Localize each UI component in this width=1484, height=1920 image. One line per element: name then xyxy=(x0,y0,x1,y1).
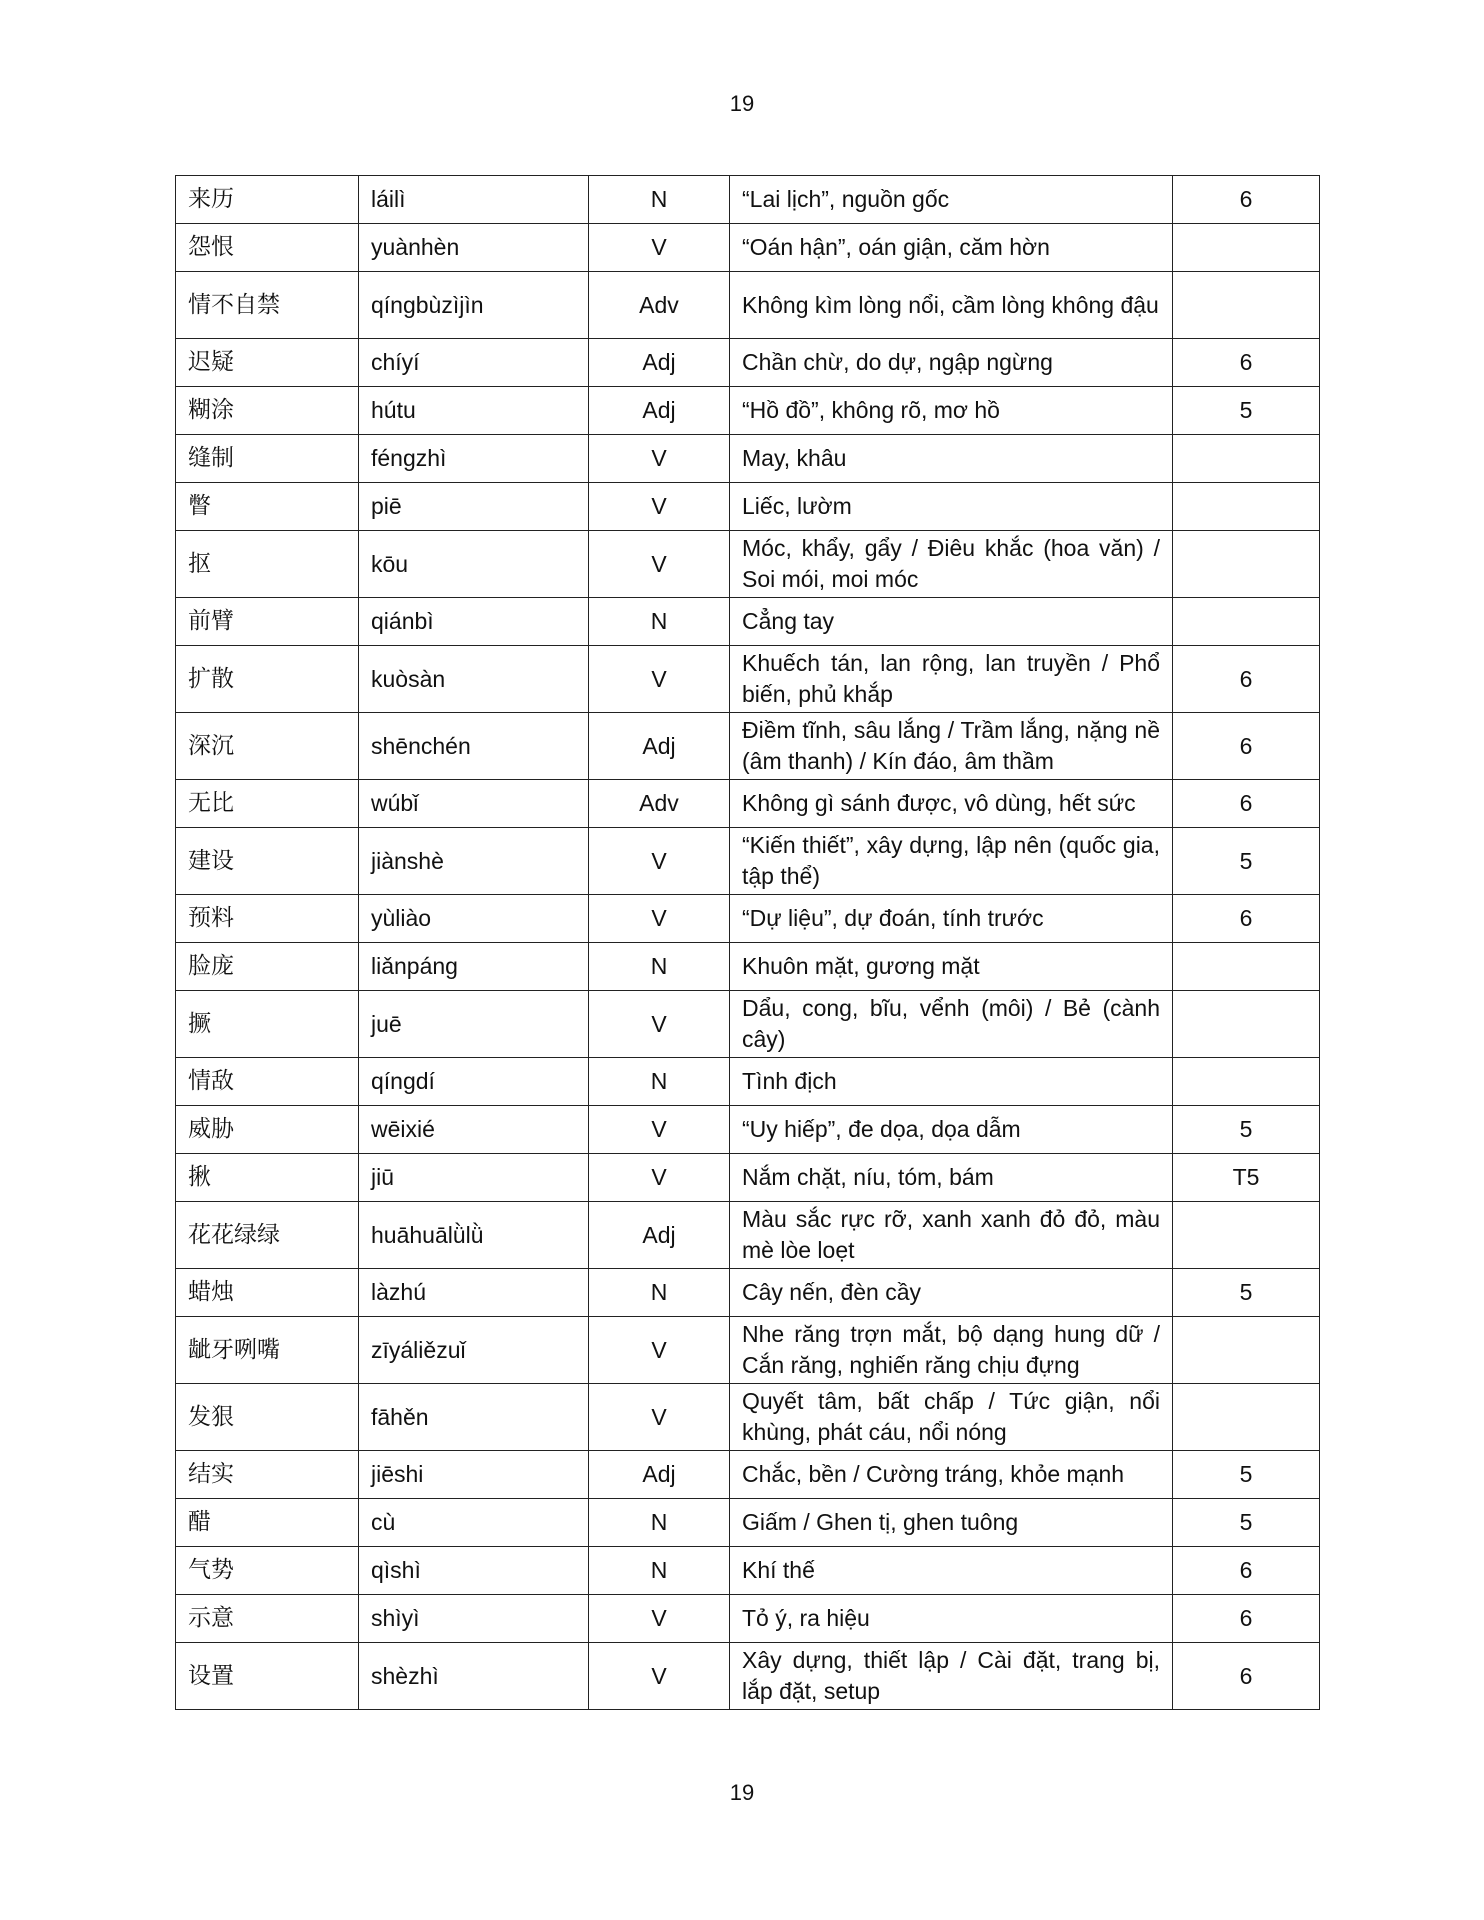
word-meaning: Khuôn mặt, gương mặt xyxy=(730,943,1173,991)
word-hanzi: 结实 xyxy=(176,1451,359,1499)
word-hsk-level xyxy=(1173,991,1320,1058)
word-part-of-speech: Adj xyxy=(589,339,730,387)
word-meaning: May, khâu xyxy=(730,435,1173,483)
word-hanzi: 情敌 xyxy=(176,1058,359,1106)
word-pinyin: shèzhì xyxy=(359,1643,589,1710)
word-hsk-level xyxy=(1173,598,1320,646)
table-row xyxy=(176,483,1320,531)
word-meaning: Giấm / Ghen tị, ghen tuông xyxy=(730,1499,1173,1547)
table-row xyxy=(176,895,1320,943)
word-hsk-level xyxy=(1173,224,1320,272)
word-hanzi: 揪 xyxy=(176,1154,359,1202)
word-hanzi: 气势 xyxy=(176,1547,359,1595)
word-meaning: Nhe răng trợn mắt, bộ dạng hung dữ / Cắn răng, nghiến răng chịu đựng xyxy=(730,1317,1173,1384)
table-row xyxy=(176,713,1320,780)
word-hsk-level: 5 xyxy=(1173,1451,1320,1499)
word-hsk-level xyxy=(1173,1058,1320,1106)
table-row xyxy=(176,828,1320,895)
word-pinyin: féngzhì xyxy=(359,435,589,483)
word-pinyin: qíngbùzìjìn xyxy=(359,272,589,339)
word-part-of-speech: N xyxy=(589,176,730,224)
table-row xyxy=(176,991,1320,1058)
word-hanzi: 怨恨 xyxy=(176,224,359,272)
word-hsk-level: 6 xyxy=(1173,780,1320,828)
vocabulary-table-body xyxy=(176,176,1320,1710)
word-part-of-speech: V xyxy=(589,1154,730,1202)
word-pinyin: jiànshè xyxy=(359,828,589,895)
word-pinyin: fāhěn xyxy=(359,1384,589,1451)
word-part-of-speech: V xyxy=(589,991,730,1058)
word-pinyin: qíngdí xyxy=(359,1058,589,1106)
word-meaning: Cẳng tay xyxy=(730,598,1173,646)
word-hsk-level xyxy=(1173,435,1320,483)
word-pinyin: shēnchén xyxy=(359,713,589,780)
word-hsk-level: 5 xyxy=(1173,828,1320,895)
word-hanzi: 前臂 xyxy=(176,598,359,646)
word-part-of-speech: N xyxy=(589,1547,730,1595)
word-hsk-level: 6 xyxy=(1173,339,1320,387)
word-part-of-speech: Adv xyxy=(589,272,730,339)
word-hsk-level: 6 xyxy=(1173,1643,1320,1710)
word-hsk-level: 6 xyxy=(1173,895,1320,943)
word-pinyin: qiánbì xyxy=(359,598,589,646)
word-pinyin: jiū xyxy=(359,1154,589,1202)
word-pinyin: làzhú xyxy=(359,1269,589,1317)
word-pinyin: zīyáliězuǐ xyxy=(359,1317,589,1384)
word-meaning: Nắm chặt, níu, tóm, bám xyxy=(730,1154,1173,1202)
word-hanzi: 来历 xyxy=(176,176,359,224)
word-hsk-level: T5 xyxy=(1173,1154,1320,1202)
word-hsk-level xyxy=(1173,272,1320,339)
word-part-of-speech: V xyxy=(589,1595,730,1643)
word-pinyin: jiēshi xyxy=(359,1451,589,1499)
word-hanzi: 蜡烛 xyxy=(176,1269,359,1317)
word-part-of-speech: V xyxy=(589,1106,730,1154)
table-row xyxy=(176,435,1320,483)
word-meaning: Không gì sánh được, vô dùng, hết sức xyxy=(730,780,1173,828)
table-row xyxy=(176,272,1320,339)
table-row xyxy=(176,1384,1320,1451)
word-part-of-speech: Adj xyxy=(589,1202,730,1269)
word-part-of-speech: Adj xyxy=(589,387,730,435)
word-meaning: Tỏ ý, ra hiệu xyxy=(730,1595,1173,1643)
vocabulary-table xyxy=(175,175,1320,1710)
table-row xyxy=(176,1106,1320,1154)
word-pinyin: chíyí xyxy=(359,339,589,387)
word-pinyin: kuòsàn xyxy=(359,646,589,713)
word-pinyin: juē xyxy=(359,991,589,1058)
word-part-of-speech: N xyxy=(589,1269,730,1317)
table-row xyxy=(176,1451,1320,1499)
table-row xyxy=(176,1202,1320,1269)
word-hanzi: 抠 xyxy=(176,531,359,598)
table-row xyxy=(176,1595,1320,1643)
word-meaning: Không kìm lòng nổi, cầm lòng không đậu xyxy=(730,272,1173,339)
word-pinyin: wúbǐ xyxy=(359,780,589,828)
word-part-of-speech: Adv xyxy=(589,780,730,828)
page-number-bottom: 19 xyxy=(729,1780,755,1805)
word-hsk-level: 6 xyxy=(1173,1595,1320,1643)
word-hsk-level xyxy=(1173,531,1320,598)
word-pinyin: huāhuālǜlǜ xyxy=(359,1202,589,1269)
word-meaning: “Uy hiếp”, đe dọa, dọa dẫm xyxy=(730,1106,1173,1154)
word-part-of-speech: N xyxy=(589,1499,730,1547)
word-hanzi: 示意 xyxy=(176,1595,359,1643)
word-meaning: Tình địch xyxy=(730,1058,1173,1106)
word-pinyin: kōu xyxy=(359,531,589,598)
word-meaning: “Hồ đồ”, không rõ, mơ hồ xyxy=(730,387,1173,435)
word-meaning: Dẩu, cong, bĩu, vểnh (môi) / Bẻ (cành cây) xyxy=(730,991,1173,1058)
table-row xyxy=(176,387,1320,435)
word-part-of-speech: N xyxy=(589,943,730,991)
word-hsk-level: 5 xyxy=(1173,1269,1320,1317)
word-hanzi: 缝制 xyxy=(176,435,359,483)
table-row xyxy=(176,943,1320,991)
word-part-of-speech: Adj xyxy=(589,713,730,780)
table-row xyxy=(176,598,1320,646)
table-row xyxy=(176,1154,1320,1202)
word-meaning: Xây dựng, thiết lập / Cài đặt, trang bị, lắp đặt, setup xyxy=(730,1643,1173,1710)
word-pinyin: wēixié xyxy=(359,1106,589,1154)
word-hsk-level: 6 xyxy=(1173,176,1320,224)
word-part-of-speech: N xyxy=(589,1058,730,1106)
table-row xyxy=(176,1547,1320,1595)
table-row xyxy=(176,176,1320,224)
word-meaning: Điềm tĩnh, sâu lắng / Trầm lắng, nặng nề (âm thanh) / Kín đáo, âm thầm xyxy=(730,713,1173,780)
word-hanzi: 预料 xyxy=(176,895,359,943)
word-meaning: Chần chừ, do dự, ngập ngừng xyxy=(730,339,1173,387)
word-meaning: Khí thế xyxy=(730,1547,1173,1595)
word-hsk-level: 5 xyxy=(1173,387,1320,435)
word-hanzi: 瞥 xyxy=(176,483,359,531)
word-meaning: Móc, khẩy, gẩy / Điêu khắc (hoa văn) / Soi mói, moi móc xyxy=(730,531,1173,598)
word-hsk-level xyxy=(1173,1317,1320,1384)
table-row xyxy=(176,1317,1320,1384)
word-pinyin: piē xyxy=(359,483,589,531)
table-row xyxy=(176,1269,1320,1317)
table-row xyxy=(176,646,1320,713)
word-meaning: Quyết tâm, bất chấp / Tức giận, nổi khùng, phát cáu, nổi nóng xyxy=(730,1384,1173,1451)
word-hanzi: 醋 xyxy=(176,1499,359,1547)
word-pinyin: yùliào xyxy=(359,895,589,943)
table-row xyxy=(176,1499,1320,1547)
word-hanzi: 龇牙咧嘴 xyxy=(176,1317,359,1384)
word-hsk-level: 5 xyxy=(1173,1106,1320,1154)
word-part-of-speech: Adj xyxy=(589,1451,730,1499)
word-hsk-level: 5 xyxy=(1173,1499,1320,1547)
word-pinyin: liǎnpáng xyxy=(359,943,589,991)
word-part-of-speech: V xyxy=(589,895,730,943)
word-meaning: Liếc, lườm xyxy=(730,483,1173,531)
table-row xyxy=(176,1058,1320,1106)
word-part-of-speech: V xyxy=(589,224,730,272)
word-pinyin: shìyì xyxy=(359,1595,589,1643)
word-hanzi: 无比 xyxy=(176,780,359,828)
word-part-of-speech: V xyxy=(589,1384,730,1451)
word-pinyin: láilì xyxy=(359,176,589,224)
word-hsk-level xyxy=(1173,483,1320,531)
word-hsk-level xyxy=(1173,1384,1320,1451)
word-hanzi: 糊涂 xyxy=(176,387,359,435)
word-part-of-speech: V xyxy=(589,531,730,598)
word-hanzi: 设置 xyxy=(176,1643,359,1710)
page-number-top: 19 xyxy=(729,91,755,116)
word-meaning: “Lai lịch”, nguồn gốc xyxy=(730,176,1173,224)
word-hanzi: 扩散 xyxy=(176,646,359,713)
table-row xyxy=(176,1643,1320,1710)
word-hanzi: 撅 xyxy=(176,991,359,1058)
word-hanzi: 威胁 xyxy=(176,1106,359,1154)
word-part-of-speech: N xyxy=(589,598,730,646)
table-row xyxy=(176,780,1320,828)
word-meaning: Chắc, bền / Cường tráng, khỏe mạnh xyxy=(730,1451,1173,1499)
word-hanzi: 建设 xyxy=(176,828,359,895)
word-meaning: “Dự liệu”, dự đoán, tính trước xyxy=(730,895,1173,943)
word-part-of-speech: V xyxy=(589,1317,730,1384)
table-row xyxy=(176,224,1320,272)
word-pinyin: hútu xyxy=(359,387,589,435)
word-hanzi: 花花绿绿 xyxy=(176,1202,359,1269)
word-part-of-speech: V xyxy=(589,483,730,531)
word-hsk-level: 6 xyxy=(1173,1547,1320,1595)
word-pinyin: qìshì xyxy=(359,1547,589,1595)
word-hanzi: 发狠 xyxy=(176,1384,359,1451)
word-hsk-level: 6 xyxy=(1173,713,1320,780)
word-meaning: Khuếch tán, lan rộng, lan truyền / Phổ biến, phủ khắp xyxy=(730,646,1173,713)
word-meaning: Màu sắc rực rỡ, xanh xanh đỏ đỏ, màu mè lòe loẹt xyxy=(730,1202,1173,1269)
word-pinyin: cù xyxy=(359,1499,589,1547)
word-pinyin: yuànhèn xyxy=(359,224,589,272)
word-hsk-level xyxy=(1173,1202,1320,1269)
table-row xyxy=(176,531,1320,598)
word-hanzi: 迟疑 xyxy=(176,339,359,387)
word-meaning: “Kiến thiết”, xây dựng, lập nên (quốc gia, tập thể) xyxy=(730,828,1173,895)
word-meaning: Cây nến, đèn cầy xyxy=(730,1269,1173,1317)
word-meaning: “Oán hận”, oán giận, căm hờn xyxy=(730,224,1173,272)
word-part-of-speech: V xyxy=(589,435,730,483)
word-hsk-level: 6 xyxy=(1173,646,1320,713)
word-part-of-speech: V xyxy=(589,828,730,895)
word-hanzi: 情不自禁 xyxy=(176,272,359,339)
table-row xyxy=(176,339,1320,387)
word-hsk-level xyxy=(1173,943,1320,991)
word-part-of-speech: V xyxy=(589,1643,730,1710)
word-hanzi: 深沉 xyxy=(176,713,359,780)
word-part-of-speech: V xyxy=(589,646,730,713)
word-hanzi: 脸庞 xyxy=(176,943,359,991)
